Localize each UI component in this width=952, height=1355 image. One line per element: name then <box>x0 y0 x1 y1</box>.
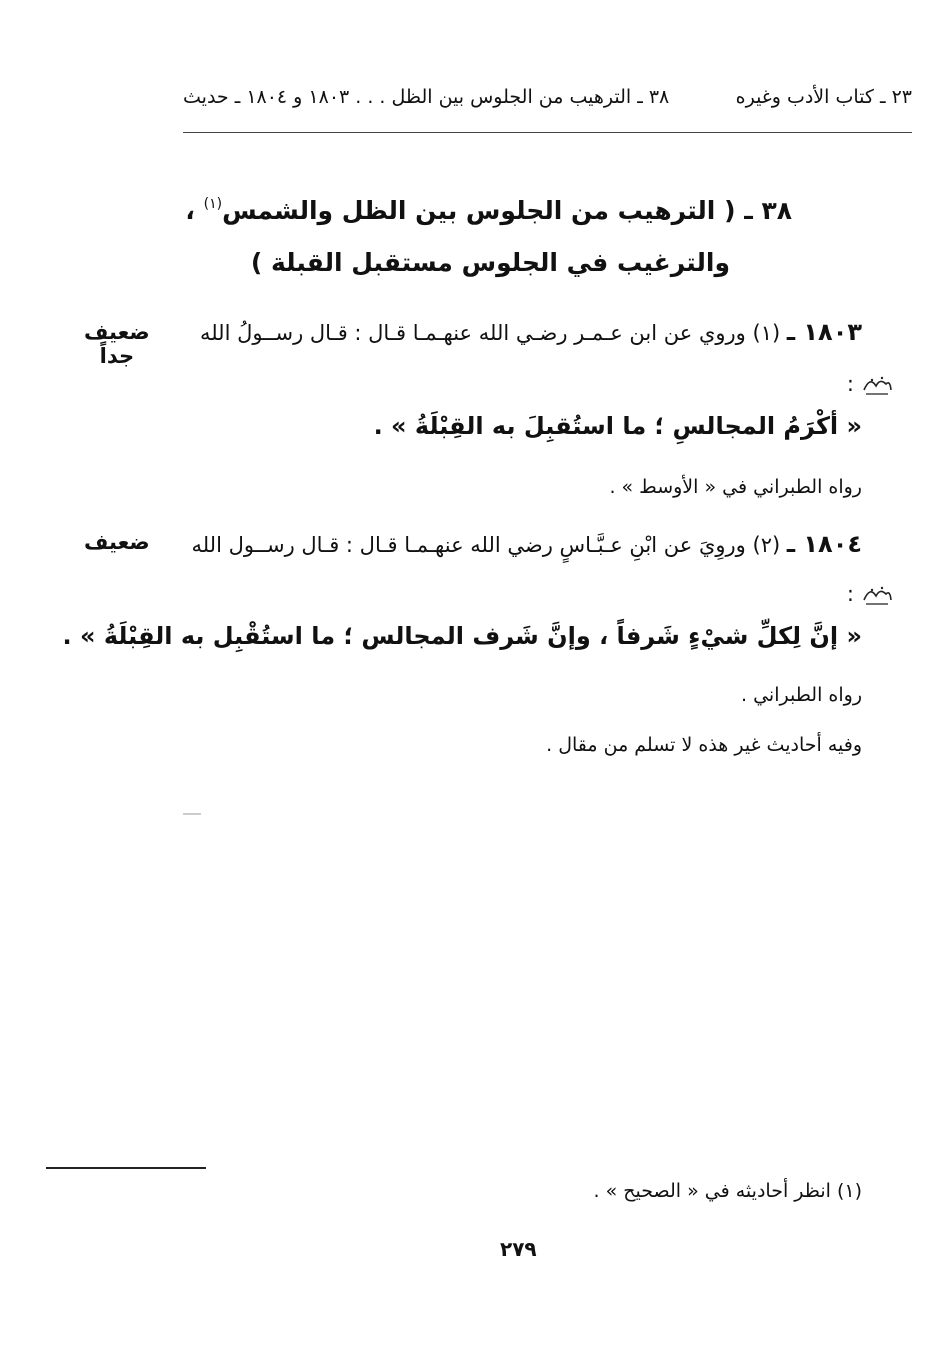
hadith-1803-source: رواه الطبراني في « الأوسط » . <box>609 476 862 498</box>
grade-text: ضعيف <box>84 530 150 554</box>
colon-1803: : <box>846 372 854 396</box>
header-divider <box>183 132 912 133</box>
salutation-icon <box>860 372 894 398</box>
running-header-section: ٣٨ ـ الترهيب من الجلوس بين الظل . . . ١٨٠٣ و ١٨٠٤ ـ حديث <box>183 86 670 108</box>
hadith-1804-narration <box>191 530 862 558</box>
chapter-title-line-2: والترغيب في الجلوس مستقبل القبلة ) <box>250 248 730 277</box>
colon-1804: : <box>846 582 854 606</box>
grade-text-extra: جداً <box>99 344 135 368</box>
chapter-title-line-1 <box>185 196 792 225</box>
grade-label-1803 <box>84 320 150 368</box>
hadith-1803-narration <box>200 318 862 346</box>
page-number: ٢٧٩ <box>500 1237 537 1261</box>
footnote-text: (١) انظر أحاديثه في « الصحيح » . <box>593 1180 862 1202</box>
grade-text: ضعيف <box>84 320 150 344</box>
hadith-1804-source: رواه الطبراني . <box>741 684 862 706</box>
hadith-number: ١٨٠٤ ـ <box>786 530 862 558</box>
hadith-number: ١٨٠٣ ـ <box>786 318 862 346</box>
footnote-marker: (١) <box>203 195 223 212</box>
salutation-icon <box>860 582 894 608</box>
chapter-title-comma: ، <box>185 196 204 225</box>
hadith-1803-text: « أكْرَمُ المجالسِ ؛ ما استُقبِلَ به القِبْلَةُ » . <box>373 412 862 440</box>
grade-label-1804 <box>84 530 150 554</box>
chapter-title-text: ٣٨ ـ ( الترهيب من الجلوس بين الظل والشمس <box>222 196 792 225</box>
running-header-chapter: ٢٣ ـ كتاب الأدب وغيره <box>735 86 912 108</box>
footnote-divider <box>46 1167 206 1169</box>
hadith-isnad: (١) وروي عن ابن عـمـر رضـي الله عنهـمـا قـال : قـال رســولُ الله <box>199 321 787 345</box>
hadith-isnad: (٢) وروِيَ عن ابْنِ عـبَّـاسٍ رضي الله عنهـمـا قـال : قـال رســول الله <box>191 533 787 557</box>
hadith-1804-text: « إنَّ لِكلِّ شيْءٍ شَرفاً ، وإنَّ شَرف المجالس ؛ ما استُقْبِل به القِبْلَةُ » . <box>62 622 862 650</box>
hadith-1804-note: وفيه أحاديث غير هذه لا تسلم من مقال . <box>546 734 862 756</box>
print-smudge <box>183 813 201 815</box>
